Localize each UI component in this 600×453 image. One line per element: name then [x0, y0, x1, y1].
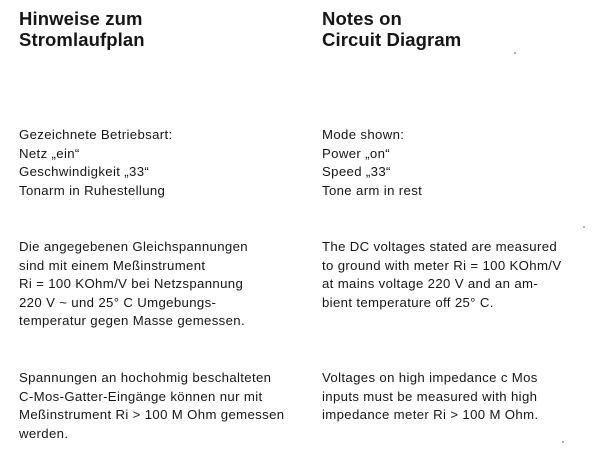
text-line: 220 V ~ und 25° C Umgebungs-: [19, 294, 217, 310]
heading-line: Circuit Diagram: [322, 29, 462, 50]
scan-speck: [514, 52, 516, 54]
german-cmos-section: [19, 369, 284, 443]
text-line: Geschwindigkeit „33“: [19, 164, 150, 179]
text-line: Gezeichnete Betriebsart:: [19, 127, 173, 142]
english-mode-section: [322, 126, 422, 200]
text-line: at mains voltage 220 V and an am-: [322, 276, 539, 291]
heading-line: Notes on: [322, 8, 402, 29]
text-line: Tonarm in Ruhestellung: [19, 182, 166, 198]
text-line: Speed „33“: [322, 164, 391, 179]
text-line: Tone arm in rest: [322, 182, 423, 198]
text-line: temperatur gegen Masse gemessen.: [19, 313, 245, 328]
text-line: Voltages on high impedance c Mos: [322, 370, 538, 385]
text-line: sind mit einem Meßinstrument: [19, 257, 206, 273]
text-line: to ground with meter Ri = 100 KOhm/V: [322, 257, 562, 273]
english-dc-voltage-section: [322, 238, 561, 312]
text-line: bient temperature off 25° C.: [322, 294, 494, 310]
text-line: Power „on“: [322, 145, 390, 161]
text-line: werden.: [19, 425, 69, 441]
heading-line: Stromlaufplan: [19, 29, 145, 50]
text-line: Die angegebenen Gleichspannungen: [19, 239, 248, 254]
text-line: inputs must be measured with high: [322, 388, 538, 404]
german-dc-voltage-section: [19, 238, 248, 331]
text-line: Meßinstrument Ri > 100 M Ohm gemessen: [19, 407, 285, 422]
english-cmos-section: [322, 369, 538, 425]
text-line: Netz „ein“: [19, 145, 80, 161]
scan-speck: [583, 226, 585, 228]
text-line: The DC voltages stated are measured: [322, 239, 558, 254]
text-line: impedance meter Ri > 100 M Ohm.: [322, 407, 539, 422]
text-line: Ri = 100 KOhm/V bei Netzspannung: [19, 276, 244, 291]
scan-speck: [562, 441, 564, 443]
german-heading: [19, 8, 145, 50]
heading-line: Hinweise zum: [19, 8, 143, 29]
text-line: Mode shown:: [322, 127, 405, 142]
english-heading: [322, 8, 461, 50]
german-mode-section: [19, 126, 173, 200]
text-line: C-Mos-Gatter-Eingänge können nur mit: [19, 388, 263, 404]
text-line: Spannungen an hochohmig beschalteten: [19, 370, 272, 385]
